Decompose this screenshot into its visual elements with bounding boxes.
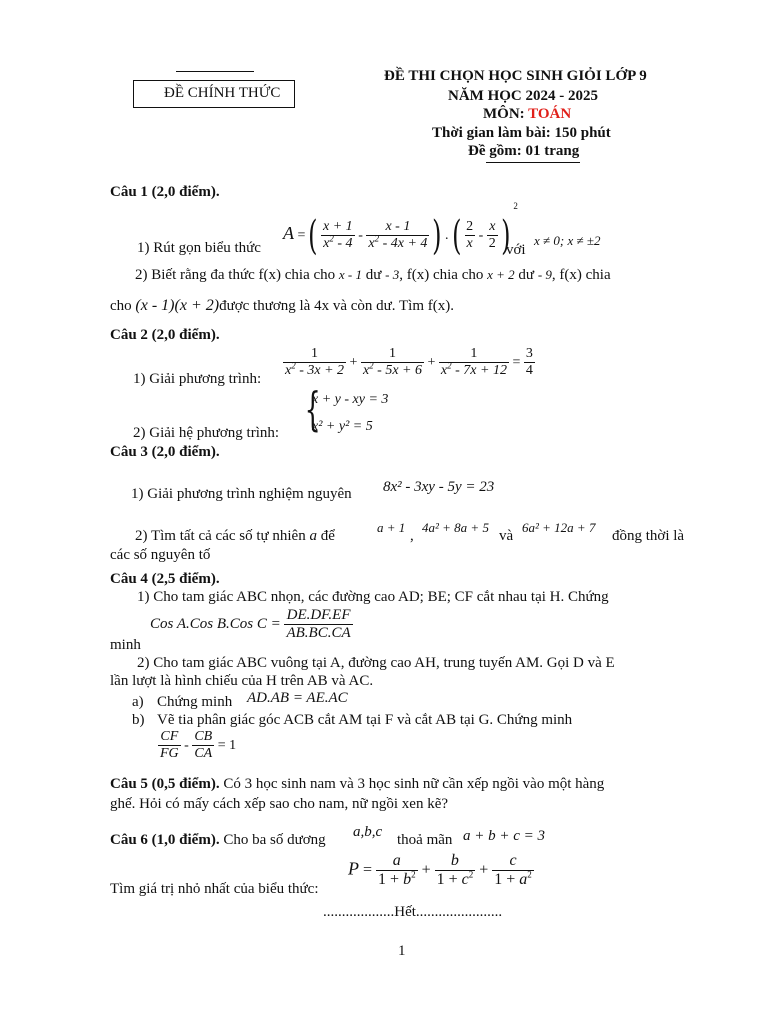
q4-b-label: b) — [132, 712, 145, 728]
q1-divisor-2: x + 2 — [487, 267, 515, 282]
q1-divisor-product: (x - 1)(x + 2) — [135, 297, 220, 314]
q4-b-f2-num: CB — [194, 729, 213, 744]
subject-line — [483, 106, 571, 123]
exam-pages: Đề gồm: 01 trang — [468, 143, 580, 159]
q4-lhs: Cos A.Cos B.Cos C = — [150, 616, 281, 633]
q4-b-f2-den: CA — [194, 746, 213, 762]
q3-expr-2: 4a² + 8a + 5 — [422, 520, 489, 535]
q3-expr-1: a + 1 — [377, 520, 406, 535]
q3-comma: , — [410, 528, 414, 544]
q3-part1-equation: 8x² - 3xy - 5y = 23 — [383, 479, 495, 495]
q6-heading: Câu 6 (1,0 điểm). — [110, 832, 220, 848]
q1-remainder-1: - 3 — [385, 267, 400, 282]
page-number: 1 — [398, 943, 406, 959]
q6-condition: a + b + c = 3 — [463, 828, 546, 844]
official-box — [133, 80, 295, 108]
exam-year: NĂM HỌC 2024 - 2025 — [448, 88, 598, 104]
q6-line1 — [110, 832, 326, 849]
q3-and: và — [499, 528, 514, 544]
q3-part2-text-c: đồng thời là — [612, 528, 685, 544]
q4-b-text: Vẽ tia phân giác góc ACB cắt AM tại F và cắt AB tại G. Chứng minh — [157, 712, 573, 728]
q4-a-equation: AD.AB = AE.AC — [247, 690, 348, 706]
q4-b-f1-num: CF — [160, 729, 179, 744]
q2-heading: Câu 2 (2,0 điểm). — [110, 327, 220, 343]
q4-b-f1-den: FG — [160, 746, 179, 762]
end-marker: ...................Hết....................... — [323, 904, 503, 920]
q5-text-1: Có 3 học sinh nam và 3 học sinh nữ cần xếp ngồi vào một hàng — [219, 776, 605, 792]
q3-part2-text-b: để — [320, 528, 335, 544]
q1-part1-text: 1) Rút gọn biểu thức — [137, 240, 261, 256]
q2-part1-text: 1) Giải phương trình: — [133, 371, 262, 387]
q3-expr-3: 6a² + 12a + 7 — [522, 520, 596, 535]
q2-system-eq1: x + y - xy = 3 — [312, 392, 389, 407]
q4-a-text: Chứng minh — [157, 694, 233, 710]
q2-system-brace: { — [304, 382, 321, 436]
official-label: ĐỀ CHÍNH THỨC — [164, 85, 281, 101]
subject-label: MÔN: — [483, 106, 529, 122]
decor-line-under-header — [486, 162, 580, 163]
q4-b-formula: $\frac{CF}{FG}$ - $\frac{CB}{CA}$ = 1 — [160, 729, 237, 762]
q6-expression-P: P = $\frac{a}{1 + b^2}$ + $\frac{b}{1 + c^2}$ + $\frac{c}{1 + a^2}$ — [348, 852, 532, 889]
q4-frac-den: AB.BC.CA — [286, 625, 351, 642]
q3-part2-line1 — [135, 528, 335, 545]
q5-heading: Câu 5 (0,5 điểm). — [110, 776, 220, 792]
q1-divisor-1: x - 1 — [338, 267, 362, 282]
q1-part2-text-c: , f(x) chia cho — [399, 267, 484, 283]
q4-frac-num: DE.DF.EF — [286, 607, 351, 623]
q1-part2-text-g: được thương là 4x và còn dư. Tìm f(x). — [219, 298, 454, 314]
q2-system-eq2: x² + y² = 5 — [312, 419, 373, 434]
q5-line2: ghế. Hỏi có mấy cách xếp sao cho nam, nữ ngồi xen kẽ? — [110, 796, 449, 812]
q4-part1-text: 1) Cho tam giác ABC nhọn, các đường cao AD; BE; CF cắt nhau tại H. Chứng — [137, 589, 609, 605]
q4-part2-line1: 2) Cho tam giác ABC vuông tại A, đường cao AH, trung tuyến AM. Gọi D và E — [137, 655, 615, 671]
q1-part2-text-f: cho — [110, 298, 132, 314]
decor-line-top-left — [176, 71, 254, 72]
q1-part1-condition: x ≠ 0; x ≠ ±2 — [534, 233, 601, 248]
q6-text-3: Tìm giá trị nhỏ nhất của biểu thức: — [110, 881, 319, 897]
q1-remainder-2: - 9 — [537, 267, 552, 282]
q1-heading: Câu 1 (2,0 điểm). — [110, 184, 220, 200]
q4-part2-line2: lần lượt là hình chiếu của H trên AB và AC. — [110, 673, 374, 689]
q3-part1-text: 1) Giải phương trình nghiệm nguyên — [131, 486, 352, 502]
q2-part2-text: 2) Giải hệ phương trình: — [133, 425, 280, 441]
exam-time: Thời gian làm bài: 150 phút — [432, 125, 611, 141]
q1-part2-line1 — [135, 267, 611, 284]
q1-expression-A: A =( $\frac{x + 1}{x^2 - 4}$ - $\frac{x - 1}{x^2 - 4x + 4}$ ) .( $\frac{2}{x}$ - $\frac{x}{2}$ )$^2$ — [283, 201, 518, 259]
q6-text-1: Cho ba số dương — [219, 832, 326, 848]
q1-part1-with: với — [506, 242, 526, 258]
q1-part2-line2 — [110, 297, 454, 315]
q3-heading: Câu 3 (2,0 điểm). — [110, 444, 220, 460]
subject-name: TOÁN — [528, 106, 572, 122]
q4-heading: Câu 4 (2,5 điểm). — [110, 571, 220, 587]
q1-part2-text-e: , f(x) chia — [551, 267, 611, 283]
q4-part1-formula — [150, 607, 353, 643]
q2-equation: $\frac{1}{x^2 - 3x + 2}$ + $\frac{1}{x^2 - 5x + 6}$ + $\frac{1}{x^2 - 7x + 12}$ = $\frac{3}{4}$ — [285, 346, 533, 379]
q6-vars: a,b,c — [353, 824, 383, 840]
q3-part2-text-d: các số nguyên tố — [110, 547, 211, 563]
q2-rhs-den: 4 — [525, 363, 533, 379]
q2-rhs-num: 3 — [525, 346, 533, 361]
exam-title: ĐỀ THI CHỌN HỌC SINH GIỎI LỚP 9 — [384, 68, 647, 84]
q1-part2-text-d: dư — [518, 267, 535, 283]
q3-part2-text-a: 2) Tìm tất cả các số tự nhiên — [135, 528, 306, 544]
q1-part2-text-b: dư — [365, 267, 382, 283]
q4-a-label: a) — [132, 694, 144, 710]
q3-var-a: a — [309, 528, 317, 544]
q6-text-2: thoả mãn — [397, 832, 453, 848]
q4-part1-end: minh — [110, 637, 141, 653]
q4-b-rhs: = 1 — [217, 737, 237, 753]
q1-part2-text-a: 2) Biết rằng đa thức f(x) chia cho — [135, 267, 336, 283]
q5-line1 — [110, 776, 604, 793]
